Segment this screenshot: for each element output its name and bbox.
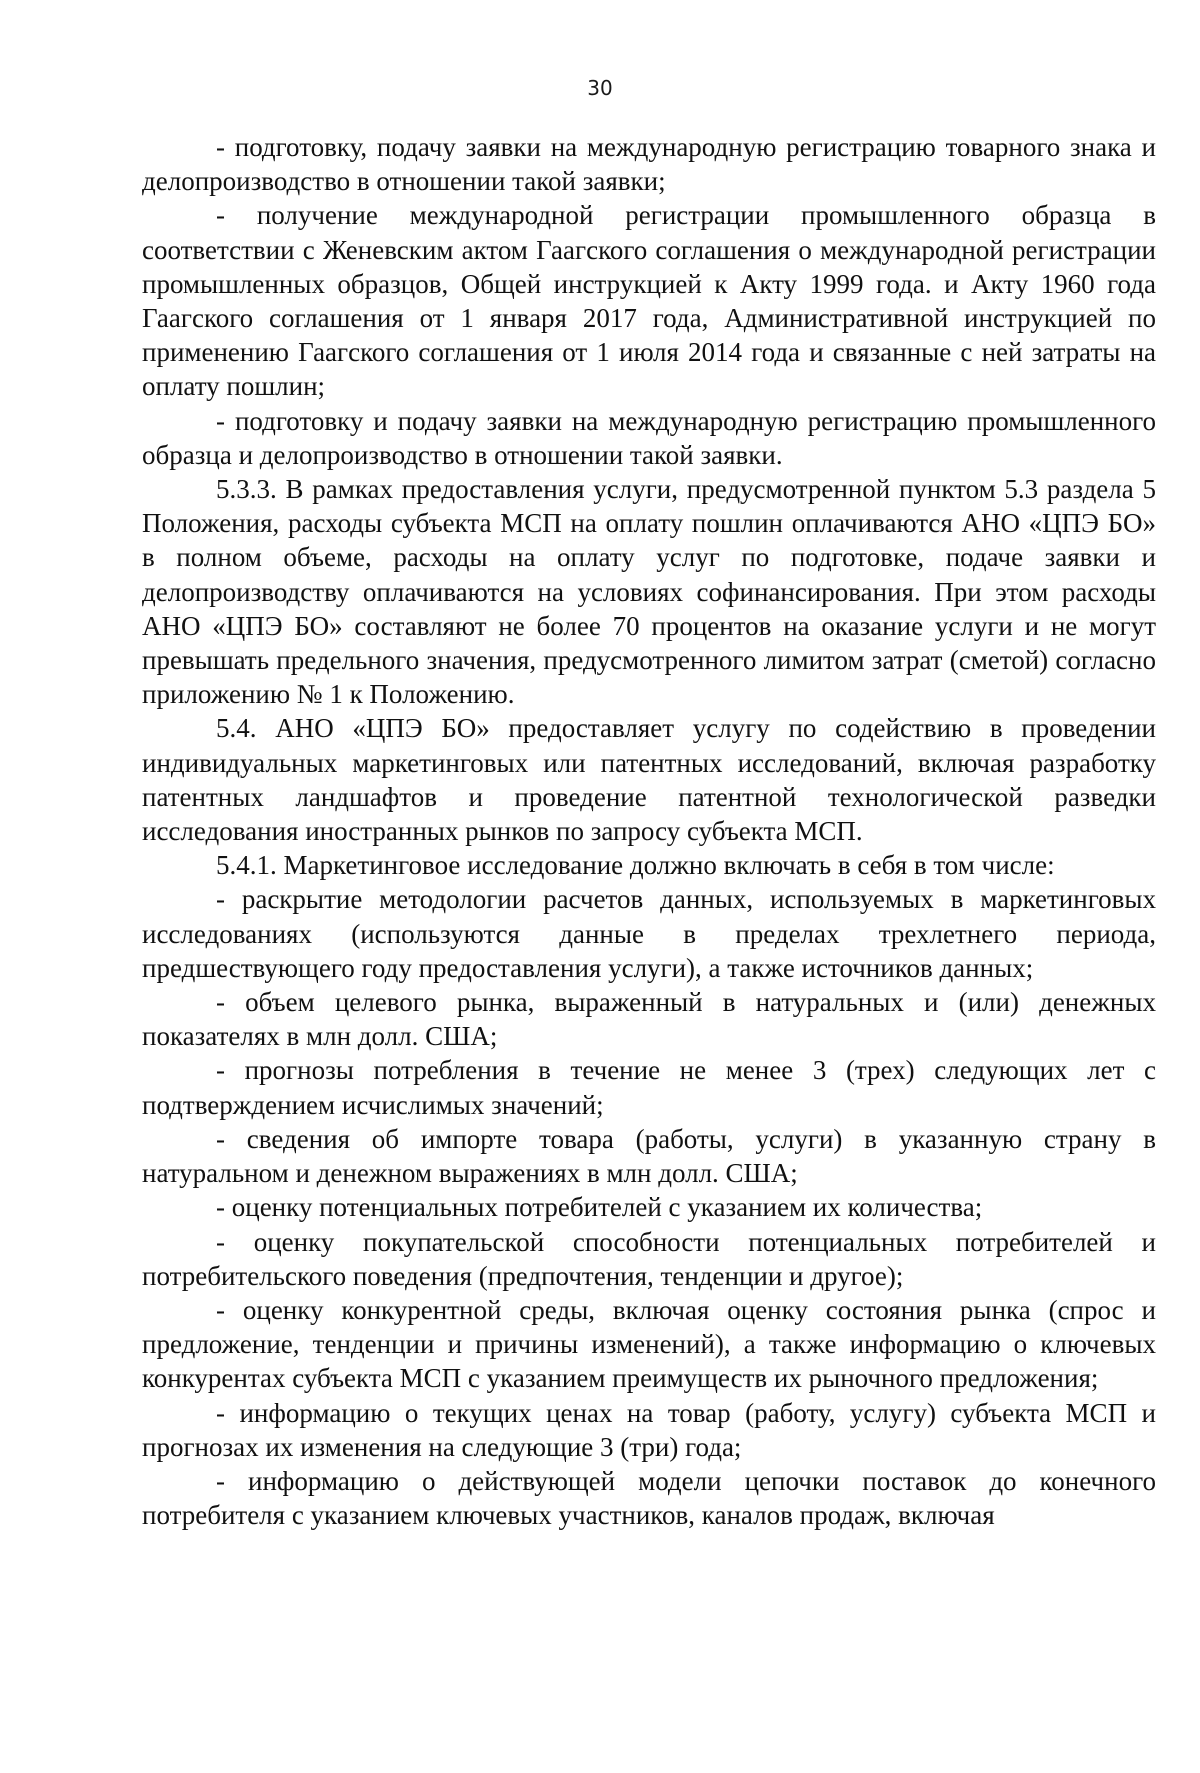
paragraph: - прогнозы потребления в течение не менее 3 (трех) следующих лет с подтверждением исчислимых значений; bbox=[142, 1055, 1156, 1120]
paragraph: - подготовку и подачу заявки на международную регистрацию промышленного образца и делопроизводство в отношении такой заявки. bbox=[142, 405, 1156, 470]
document-body bbox=[142, 130, 1156, 1532]
paragraph: - раскрытие методологии расчетов данных, используемых в маркетинговых исследованиях (используются данные в пределах трехлетнего периода, предшествующего году предоставления услуги), а также источников данных; bbox=[142, 884, 1156, 983]
paragraph: - объем целевого рынка, выраженный в натуральных и (или) денежных показателях в млн долл. США; bbox=[142, 987, 1156, 1052]
paragraph: - получение международной регистрации промышленного образца в соответствии с Женевским актом Гаагского соглашения о международной регистрации промышленных образцов, Общей инструкцией к Акту 1999 года. и Акту 1960 года Гаагского соглашения от 1 января 2017 года, Административной инструкцией по применению Гаагского соглашения от 1 июля 2014 года и связанные с ней затраты на оплату пошлин; bbox=[142, 200, 1156, 402]
paragraph: - информацию о действующей модели цепочки поставок до конечного потребителя с указанием ключевых участников, каналов продаж, включая bbox=[142, 1465, 1156, 1531]
paragraph: - оценку покупательской способности потенциальных потребителей и потребительского поведения (предпочтения, тенденции и другое); bbox=[142, 1226, 1156, 1291]
paragraph: 5.4. АНО «ЦПЭ БО» предоставляет услугу по содействию в проведении индивидуальных маркетинговых или патентных исследований, включая разработку патентных ландшафтов и проведение патентной технологической разведки исследования иностранных рынков по запросу субъекта МСП. bbox=[142, 713, 1156, 847]
paragraph: - оценку потенциальных потребителей с указанием их количества; bbox=[216, 1192, 983, 1223]
paragraph: 5.3.3. В рамках предоставления услуги, предусмотренной пунктом 5.3 раздела 5 Положения, расходы субъекта МСП на оплату пошлин оплачиваются АНО «ЦПЭ БО» в полном объеме, расходы на оплату услуг по подготовке, подаче заявки и делопроизводству оплачиваются на условиях софинансирования. При этом расходы АНО «ЦПЭ БО» составляют не более 70 процентов на оказание услуги и не могут превышать предельного значения, предусмотренного лимитом затрат (сметой) согласно приложению № 1 к Положению. bbox=[142, 474, 1156, 710]
paragraph: 5.4.1. Маркетинговое исследование должно включать в себя в том числе: bbox=[216, 850, 1055, 881]
paragraph: - сведения об импорте товара (работы, услуги) в указанную страну в натуральном и денежном выражениях в млн долл. США; bbox=[142, 1123, 1156, 1189]
page-number: 30 bbox=[587, 76, 613, 100]
paragraph: - подготовку, подачу заявки на международную регистрацию товарного знака и делопроизводство в отношении такой заявки; bbox=[142, 132, 1156, 197]
paragraph: - оценку конкурентной среды, включая оценку состояния рынка (спрос и предложение, тенденции и причины изменений), а также информацию о ключевых конкурентах субъекта МСП с указанием преимуществ их рыночного предложения; bbox=[142, 1294, 1156, 1394]
paragraph: - информацию о текущих ценах на товар (работу, услугу) субъекта МСП и прогнозах их изменения на следующие 3 (три) года; bbox=[142, 1397, 1156, 1462]
